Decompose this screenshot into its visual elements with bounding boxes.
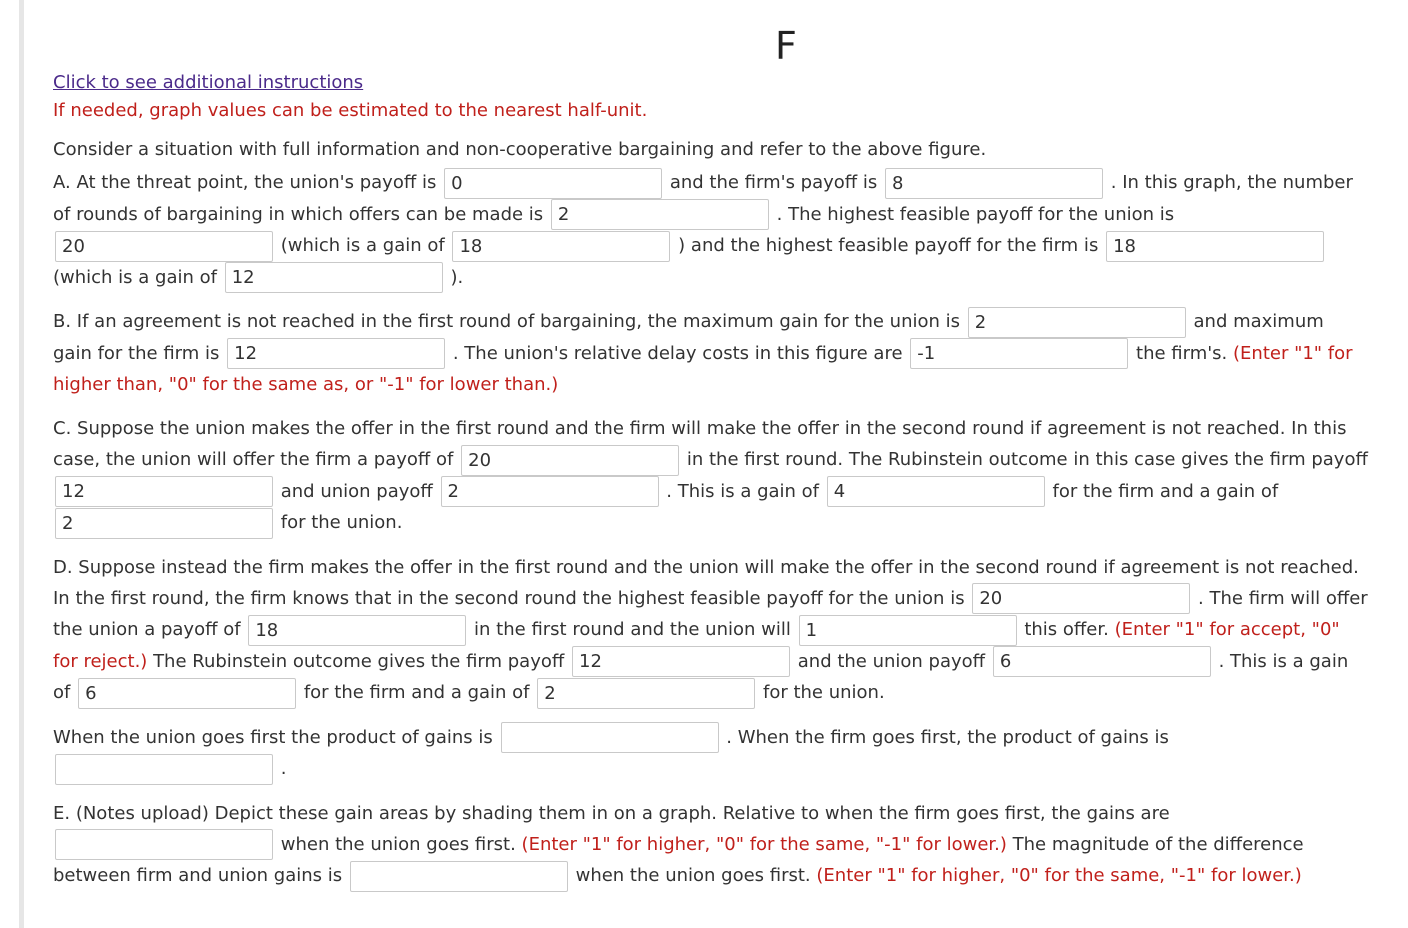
union-gain-union-first-input[interactable]: 2 [55,508,273,539]
part-c: C. Suppose the union makes the offer in the first round and the firm will make the offer in the second round if agreement is not reached. In this case, the union will offer the firm a payoff of 20 in the first round. The Rubinstein outcome in this case gives the firm payoff 12 and union payoff 2 . This is a gain of 4 for the firm and a gain of 2 for the union. [53,413,1368,539]
union-max-gain-input[interactable]: 18 [452,231,670,262]
part-b-hint: (Enter "1" for higher than, "0" for the same as, or "-1" for lower than.) [53,342,1353,395]
instructions-link[interactable]: Click to see additional instructions [53,72,364,93]
estimate-note: If needed, graph values can be estimated to the nearest half-unit. [53,100,648,121]
relative-gains-input[interactable] [55,829,273,860]
firm-max-payoff-input[interactable]: 18 [1106,231,1324,262]
product-of-gains: When the union goes first the product of gains is . When the firm goes first, the product of gains is . [53,722,1368,785]
union-payoff-firm-first-input[interactable]: 6 [993,646,1211,677]
part-d: D. Suppose instead the firm makes the offer in the first round and the union will make the offer in the second round if agreement is not reached. In the first round, the firm knows that in the second round the highest feasible payoff for the union is 20 . The firm will offer the union a payoff of 18 in the first round and the union will 1 this offer. (Enter "1" for accept, "0" for reject.) The Rubinstein outcome gives the firm payoff 12 and the union payoff 6 . This is a gain of 6 for the firm and a gain of 2 for the union. [53,552,1368,709]
union-offer-to-firm-input[interactable]: 20 [461,445,679,476]
union-payoff-union-first-input[interactable]: 2 [441,476,659,507]
part-a: A. At the threat point, the union's payoff is 0 and the firm's payoff is 8 . In this graph, the number of rounds of bargaining in which offers can be made is 2 . The highest feasible payoff for the union is 20 (which is a gain of 18 ) and the highest feasible payoff for the firm is 18 (which is a gain of 12 ). [53,167,1368,293]
firm-gain-firm-first-input[interactable]: 6 [78,678,296,709]
question-content [53,71,1368,892]
union-gain-firm-first-input[interactable]: 2 [537,678,755,709]
product-firm-first-input[interactable] [55,754,273,785]
gain-difference-input[interactable] [350,861,568,892]
part-d-hint: (Enter "1" for accept, "0" for reject.) [53,619,1340,672]
figure-label: F [775,24,797,68]
firm-threat-payoff-input[interactable]: 8 [885,168,1103,199]
part-b: B. If an agreement is not reached in the first round of bargaining, the maximum gain for the union is 2 and maximum gain for the firm is 12 . The union's relative delay costs in this figure are -1 the firm's. (Enter "1" for higher than, "0" for the same as, or "-1" for lower than.) [53,306,1368,400]
part-e-hint-2: (Enter "1" for higher, "0" for the same, "-1" for lower.) [816,865,1302,886]
firm-gain-union-first-input[interactable]: 4 [827,476,1045,507]
union-max-payoff-input[interactable]: 20 [55,231,273,262]
part-e: E. (Notes upload) Depict these gain areas by shading them in on a graph. Relative to when the firm goes first, the gains are when the union goes first. (Enter "1" for higher, "0" for the same, "-1" for lower.) The magnitude of the difference between firm and union gains is when the union goes first. (Enter "1" for higher, "0" for the same, "-1" for lower.) [53,798,1368,892]
firm-payoff-union-first-input[interactable]: 12 [55,476,273,507]
union-threat-payoff-input[interactable]: 0 [444,168,662,199]
relative-delay-costs-input[interactable]: -1 [910,338,1128,369]
firm-gain-round2-input[interactable]: 12 [227,338,445,369]
product-union-first-input[interactable] [501,722,719,753]
firm-max-gain-input[interactable]: 12 [225,262,443,293]
union-accept-reject-input[interactable]: 1 [799,615,1017,646]
union-gain-round2-input[interactable]: 2 [968,307,1186,338]
part-e-hint-1: (Enter "1" for higher, "0" for the same, "-1" for lower.) [521,833,1007,855]
rounds-input[interactable]: 2 [551,199,769,230]
union-round2-max-payoff-input[interactable]: 20 [972,583,1190,614]
firm-payoff-firm-first-input[interactable]: 12 [572,646,790,677]
firm-offer-to-union-input[interactable]: 18 [248,615,466,646]
intro-text: Consider a situation with full information and non-cooperative bargaining and refer to the above figure. [53,139,987,160]
left-border-bar [19,0,24,928]
